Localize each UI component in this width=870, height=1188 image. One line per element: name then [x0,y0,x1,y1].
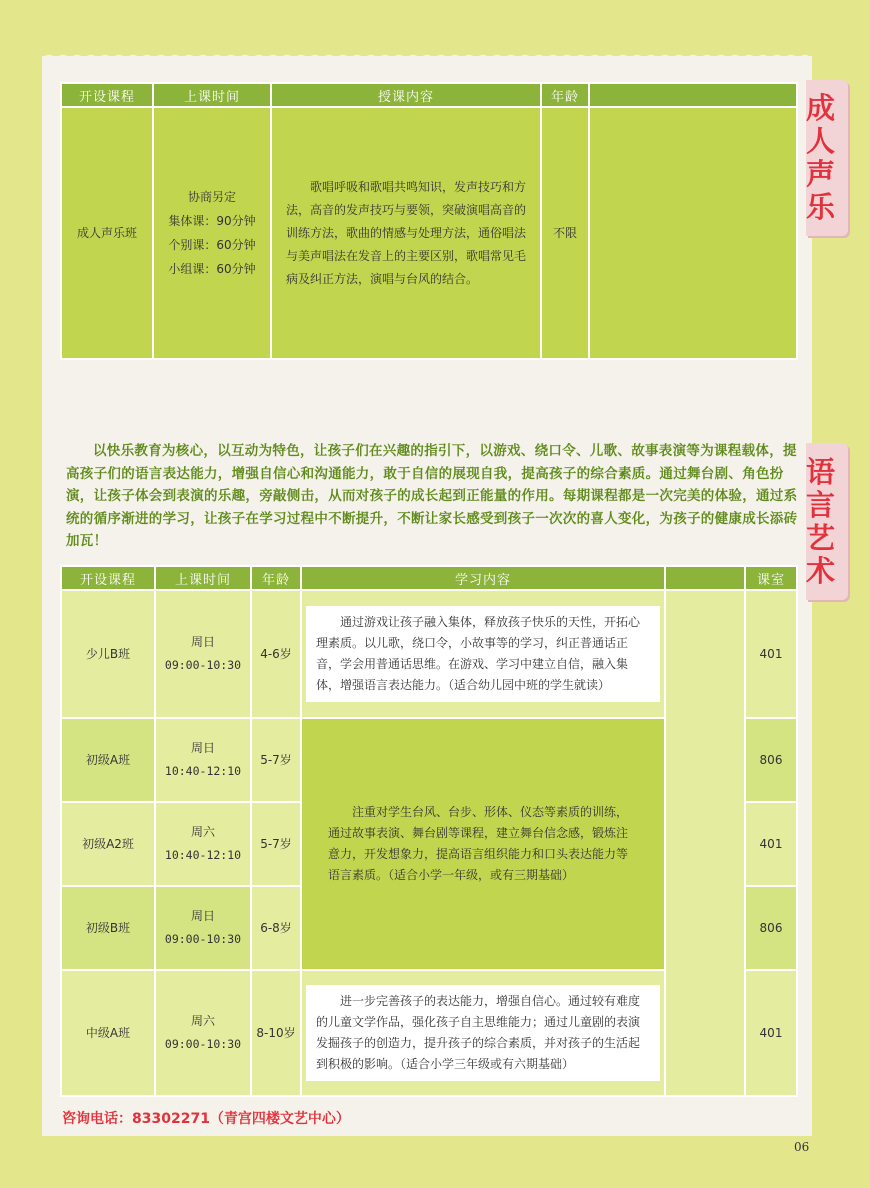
class-time [156,719,250,801]
course-content: 歌唱呼吸和歌唱共鸣知识，发声技巧和方法，高音的发声技巧与要领，突破演唱高音的训练方法，歌曲的情感与处理方法，通俗唱法与美声唱法在发音上的主要区别，歌唱常见毛病及纠正方法，演唱与台风的结合。 [272,108,540,358]
col-header-blank [590,84,796,106]
time-line: 小组课：60分钟 [168,262,256,276]
class-hours: 09:00-10:30 [164,658,242,672]
class-day: 周六 [190,825,215,839]
blank-cell [590,108,796,358]
class-time [154,108,270,358]
blank-cell [666,591,744,1095]
classroom: 806 [746,719,796,801]
course-content [302,971,664,1095]
class-hours: 10:40-12:10 [164,848,242,862]
class-time [156,971,250,1095]
table-row [62,591,796,717]
age-range: 5-7岁 [252,803,300,885]
course-name: 初级A2班 [62,803,154,885]
classroom: 401 [746,591,796,717]
col-header-blank [666,567,744,589]
language-art-table [60,565,798,1097]
adult-vocal-table [60,82,798,360]
course-content: 注重对学生台风、台步、形体、仪态等素质的训练，通过故事表演、舞台剧等课程，建立舞台信念感，锻炼注意力，开发想象力，提高语言组织能力和口头表达能力等语言素质。（适合小学一年级，或有三期基础） [302,719,664,969]
course-name: 成人声乐班 [62,108,152,358]
age-range: 不限 [542,108,588,358]
contact-phone: 咨询电话：83302271（青宫四楼文艺中心） [62,1111,350,1127]
age-range: 4-6岁 [252,591,300,717]
content-box: 进一步完善孩子的表达能力，增强自信心。通过较有难度的儿童文学作品，强化孩子自主思维能力；通过儿童剧的表演发掘孩子的创造力，提升孩子的综合素质，并对孩子的生活起到积极的影响。（适合小学三年级或有六期基础） [306,985,660,1081]
col-header-room: 课室 [746,567,796,589]
col-header-time: 上课时间 [156,567,250,589]
col-header-content: 授课内容 [272,84,540,106]
time-line: 协商另定 [187,190,236,204]
tab-char: 成人声乐 [806,91,836,224]
age-range: 5-7岁 [252,719,300,801]
class-time [156,803,250,885]
class-hours: 09:00-10:30 [164,932,242,946]
col-header-course: 开设课程 [62,567,154,589]
class-day: 周日 [190,909,215,923]
col-header-time: 上课时间 [154,84,270,106]
col-header-age: 年龄 [252,567,300,589]
tab-language-art [806,443,848,600]
class-time [156,591,250,717]
tab-adult-vocal [806,80,848,236]
classroom: 806 [746,887,796,969]
language-art-intro: 以快乐教育为核心，以互动为特色，让孩子们在兴趣的指引下，以游戏、绕口令、儿歌、故事表演等为课程载体，提高孩子们的语言表达能力，增强自信心和沟通能力，敢于自信的展现自我，提高孩子的综合素质。通过舞台剧、角色扮演，让孩子体会到表演的乐趣，旁敲侧击，从而对孩子的成长起到正能量的作用。每期课程都是一次完美的体验，通过系统的循序渐进的学习，让孩子在学习过程中不断提升，不断让家长感受到孩子一次次的喜人变化，为孩子的健康成长添砖加瓦！ [66,443,798,549]
class-day: 周日 [190,635,215,649]
content-box: 通过游戏让孩子融入集体，释放孩子快乐的天性，开拓心理素质。以儿歌，绕口令，小故事等的学习，纠正普通话正音，学会用普通话思维。在游戏、学习中建立自信，融入集体，增强语言表达能力。（适合幼儿园中班的学生就读） [306,606,660,702]
class-time [156,887,250,969]
age-range: 8-10岁 [252,971,300,1095]
tab-char: 语言艺术 [806,454,836,588]
course-content [302,591,664,717]
scalloped-edge [42,48,812,62]
time-line: 集体课：90分钟 [168,214,256,228]
class-day: 周日 [190,741,215,755]
class-day: 周六 [190,1014,215,1028]
page-number: 06 [794,1140,810,1154]
course-name: 初级A班 [62,719,154,801]
class-hours: 09:00-10:30 [164,1037,242,1051]
course-name: 初级B班 [62,887,154,969]
class-hours: 10:40-12:10 [164,764,242,778]
col-header-content: 学习内容 [302,567,664,589]
classroom: 401 [746,803,796,885]
col-header-age: 年龄 [542,84,588,106]
col-header-course: 开设课程 [62,84,152,106]
course-name: 少儿B班 [62,591,154,717]
time-line: 个别课：60分钟 [168,238,256,252]
age-range: 6-8岁 [252,887,300,969]
classroom: 401 [746,971,796,1095]
course-name: 中级A班 [62,971,154,1095]
